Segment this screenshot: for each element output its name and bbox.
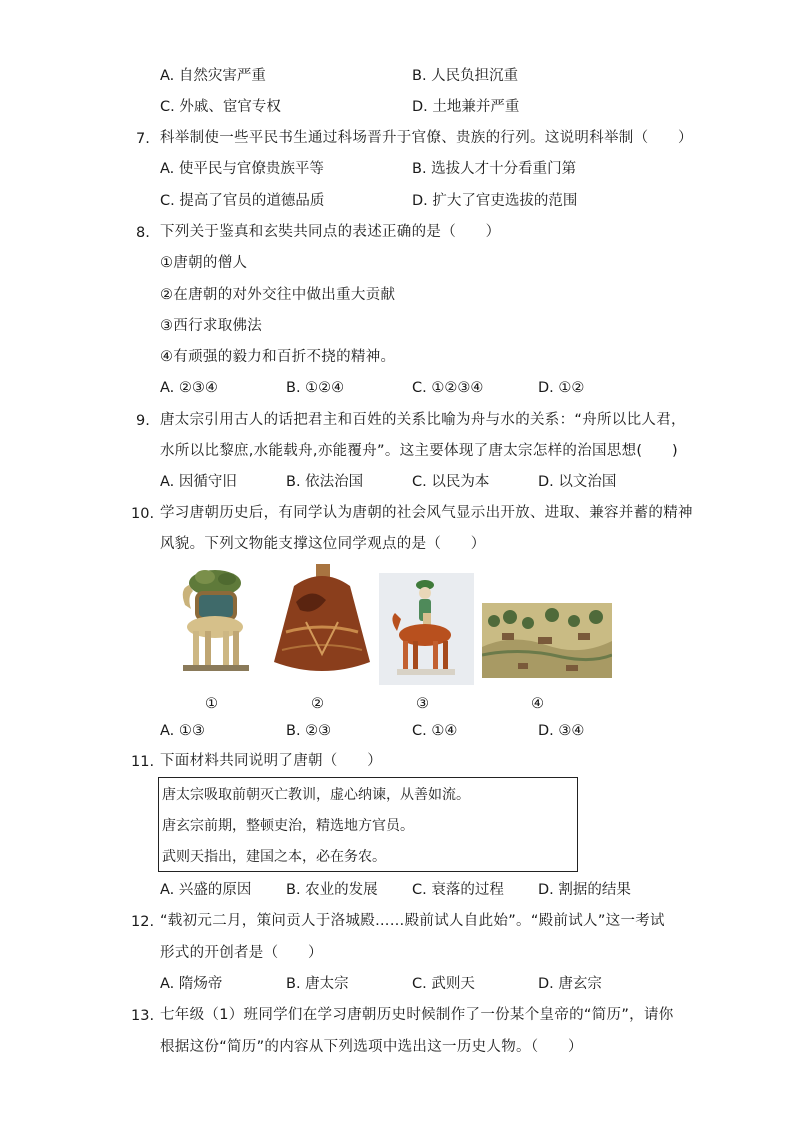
q13-number: 13. <box>131 1008 155 1024</box>
q10-option-c[interactable]: C. ①④ <box>412 723 458 739</box>
q8-item-4: ④有顽强的毅力和百折不挠的精神。 <box>160 349 396 365</box>
artifact-2-flask-image <box>266 562 378 678</box>
q10-option-d[interactable]: D. ③④ <box>538 723 585 739</box>
artifact-1-caption: ① <box>205 696 218 712</box>
q10-option-a[interactable]: A. ①③ <box>160 723 205 739</box>
artifact-3-rider-image <box>379 573 474 685</box>
artifact-3-caption: ③ <box>416 696 429 712</box>
q12-option-a[interactable]: A. 隋炀帝 <box>160 976 223 992</box>
q6-option-d[interactable]: D. 土地兼并严重 <box>412 99 520 115</box>
q7-stem: 科举制使一些平民书生通过科场晋升于官僚、贵族的行列。这说明科举制（ ） <box>160 130 693 146</box>
q11-material-3: 武则天指出，建国之本，必在务农。 <box>162 849 386 865</box>
q7-option-a[interactable]: A. 使平民与官僚贵族平等 <box>160 161 324 177</box>
q10-stem-line2: 风貌。下列文物能支撑这位同学观点的是（ ） <box>160 536 486 552</box>
q11-option-a[interactable]: A. 兴盛的原因 <box>160 882 252 898</box>
q9-stem-line2: 水所以比黎庶,水能载舟,亦能覆舟”。这主要体现了唐太宗怎样的治国思想( ) <box>160 443 678 459</box>
q6-option-a[interactable]: A. 自然灾害严重 <box>160 68 266 84</box>
q12-option-b[interactable]: B. 唐太宗 <box>286 976 349 992</box>
q12-option-c[interactable]: C. 武则天 <box>412 976 475 992</box>
q11-material-2: 唐玄宗前期，整顿吏治，精选地方官员。 <box>162 818 414 834</box>
q10-option-b[interactable]: B. ②③ <box>286 723 332 739</box>
q7-option-c[interactable]: C. 提高了官员的道德品质 <box>160 193 325 209</box>
q8-option-a[interactable]: A. ②③④ <box>160 380 218 396</box>
artifact-1-camel-image <box>175 565 257 675</box>
q8-item-3: ③西行求取佛法 <box>160 318 263 334</box>
artifact-4-painting-image <box>482 603 612 678</box>
q9-number: 9. <box>136 413 150 429</box>
q13-stem-line1: 七年级（1）班同学们在学习唐朝历史时候制作了一份某个皇帝的“简历”，请你 <box>160 1007 674 1023</box>
artifact-4-caption: ④ <box>531 696 544 712</box>
q9-option-c[interactable]: C. 以民为本 <box>412 474 490 490</box>
q13-stem-line2: 根据这份“简历”的内容从下列选项中选出这一历史人物。（ ） <box>160 1039 583 1055</box>
q11-material-1: 唐太宗吸取前朝灭亡教训，虚心纳谏，从善如流。 <box>162 787 470 803</box>
q8-option-d[interactable]: D. ①② <box>538 380 585 396</box>
artifact-2-caption: ② <box>311 696 324 712</box>
q10-stem-line1: 学习唐朝历史后，有同学认为唐朝的社会风气显示出开放、进取、兼容并蓄的精神 <box>160 505 693 521</box>
q11-option-b[interactable]: B. 农业的发展 <box>286 882 378 898</box>
q9-option-a[interactable]: A. 因循守旧 <box>160 474 237 490</box>
q11-option-c[interactable]: C. 衰落的过程 <box>412 882 504 898</box>
q11-stem: 下面材料共同说明了唐朝（ ） <box>160 753 382 769</box>
q12-option-d[interactable]: D. 唐玄宗 <box>538 976 602 992</box>
q8-item-1: ①唐朝的僧人 <box>160 255 248 271</box>
q8-stem: 下列关于鉴真和玄奘共同点的表述正确的是（ ） <box>160 224 501 240</box>
q12-stem-line2: 形式的开创者是（ ） <box>160 945 323 961</box>
q11-option-d[interactable]: D. 割据的结果 <box>538 882 631 898</box>
q7-option-b[interactable]: B. 选拔人才十分看重门第 <box>412 161 577 177</box>
q12-number: 12. <box>131 914 155 930</box>
q7-number: 7. <box>136 131 150 147</box>
q9-option-d[interactable]: D. 以文治国 <box>538 474 617 490</box>
q9-option-b[interactable]: B. 依法治国 <box>286 474 364 490</box>
q6-option-c[interactable]: C. 外戚、宦官专权 <box>160 99 281 115</box>
q8-option-b[interactable]: B. ①②④ <box>286 380 345 396</box>
q11-material-box <box>158 777 578 872</box>
q11-number: 11. <box>131 754 155 770</box>
q8-option-c[interactable]: C. ①②③④ <box>412 380 484 396</box>
q10-number: 10. <box>131 506 155 522</box>
q12-stem-line1: “载初元二月，策问贡人于洛城殿……殿前试人自此始”。“殿前试人”这一考试 <box>160 913 665 929</box>
q6-option-b[interactable]: B. 人民负担沉重 <box>412 68 519 84</box>
q8-item-2: ②在唐朝的对外交往中做出重大贡献 <box>160 287 396 303</box>
q8-number: 8. <box>136 225 150 241</box>
q9-stem-line1: 唐太宗引用古人的话把君主和百姓的关系比喻为舟与水的关系：“舟所以比人君， <box>160 412 686 428</box>
q7-option-d[interactable]: D. 扩大了官吏选拔的范围 <box>412 193 578 209</box>
